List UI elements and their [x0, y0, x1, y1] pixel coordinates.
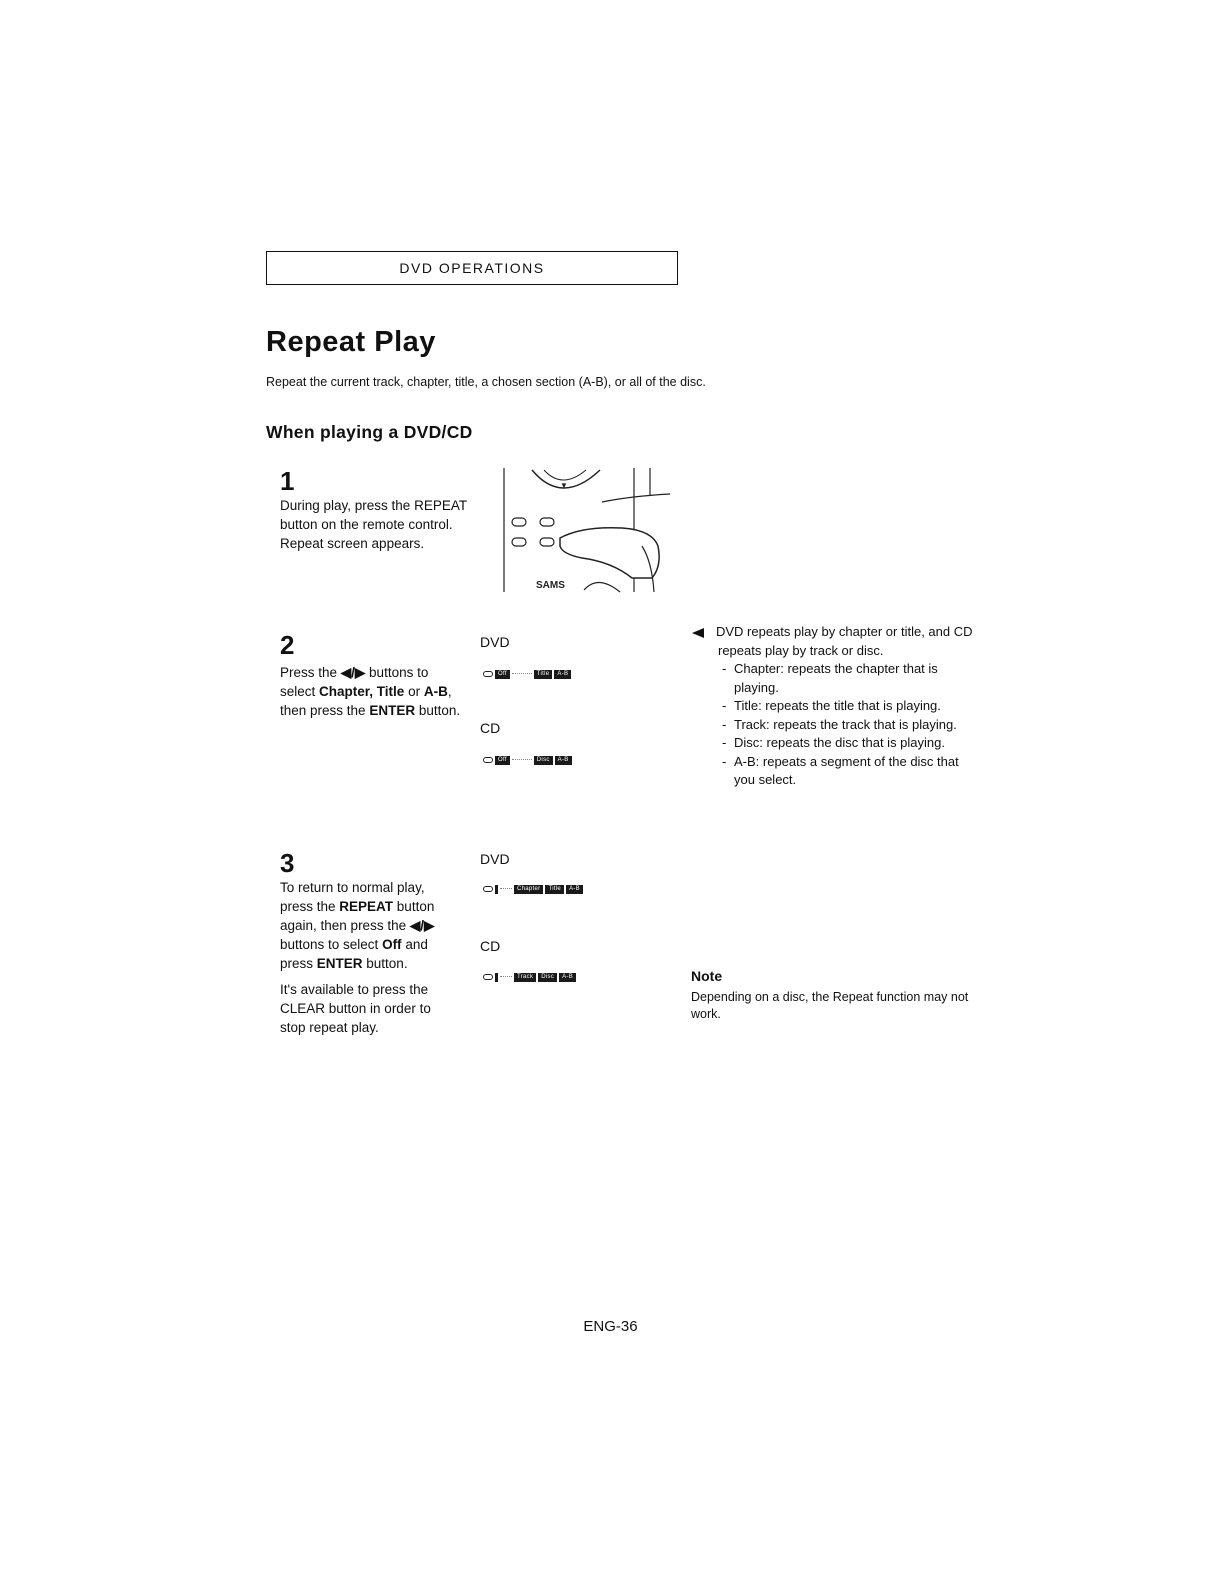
step-3-number: 3 [280, 848, 295, 878]
step-2-number: 2 [280, 630, 295, 660]
note-heading: Note [691, 968, 723, 984]
osd-seg: A-B [559, 973, 576, 982]
repeat-disc-icon [483, 671, 493, 677]
subheading: When playing a DVD/CD [266, 422, 473, 442]
step-3-dvd-label: DVD [480, 851, 510, 867]
osd-step3-dvd [483, 884, 583, 894]
osd-seg: Title [545, 885, 564, 894]
osd-seg: Off [495, 756, 510, 765]
step-3-extra: It's available to press the CLEAR button in order to stop repeat play. [280, 982, 431, 1035]
osd-seg: A-B [566, 885, 583, 894]
osd-seg: Chapter [514, 885, 543, 894]
osd-seg: A-B [554, 670, 571, 679]
step-3-cd-label: CD [480, 938, 501, 954]
note-item: - Chapter: repeats the chapter that is playing. [692, 660, 982, 697]
remote-brand-text: SAMS [536, 580, 565, 591]
svg-text:▼: ▼ [560, 481, 568, 490]
note-body: Depending on a disc, the Repeat function may not work. [691, 990, 969, 1021]
step-3-text: To return to normal play, press the REPEAT button again, then press the ◀/▶ buttons to select Off and press ENTER button. [280, 880, 435, 971]
note-item: - Track: repeats the track that is playing. [692, 716, 982, 735]
step-2-dvd-label: DVD [480, 634, 510, 650]
step-2-cd-label: CD [480, 720, 501, 736]
page-title: Repeat Play [266, 326, 436, 358]
step-2-text: Press the ◀/▶ buttons to select Chapter, Title or A-B, then press the ENTER button. [280, 665, 461, 718]
osd-seg: Title [534, 670, 553, 679]
step-1-text: During play, press the REPEAT button on the remote control. Repeat screen appears. [280, 498, 467, 551]
repeat-disc-icon [483, 886, 493, 892]
osd-step3-cd [483, 972, 576, 982]
side-notes [692, 623, 982, 790]
osd-seg: Off [495, 670, 510, 679]
osd-step2-dvd [483, 669, 571, 679]
repeat-disc-icon [483, 974, 493, 980]
section-label: DVD OPERATIONS [399, 260, 545, 276]
note-item: - Title: repeats the title that is playing. [692, 697, 982, 716]
intro-text: Repeat the current track, chapter, title, a chosen section (A-B), or all of the disc. [266, 375, 706, 389]
side-notes-intro: DVD repeats play by chapter or title, and CD repeats play by track or disc. [716, 624, 973, 658]
step-1-number: 1 [280, 466, 295, 496]
note-item: - Disc: repeats the disc that is playing. [692, 734, 982, 753]
note-arrow-icon [692, 628, 704, 638]
repeat-disc-icon [483, 757, 493, 763]
page-number: ENG-36 [583, 1318, 638, 1335]
osd-step2-cd [483, 755, 572, 765]
note-item: - A-B: repeats a segment of the disc that you select. [692, 753, 982, 790]
section-header-box [266, 251, 678, 285]
osd-seg: Track [514, 973, 536, 982]
osd-seg: Disc [538, 973, 557, 982]
osd-seg: A-B [555, 756, 572, 765]
osd-seg: Disc [534, 756, 553, 765]
remote-illustration [502, 466, 672, 594]
